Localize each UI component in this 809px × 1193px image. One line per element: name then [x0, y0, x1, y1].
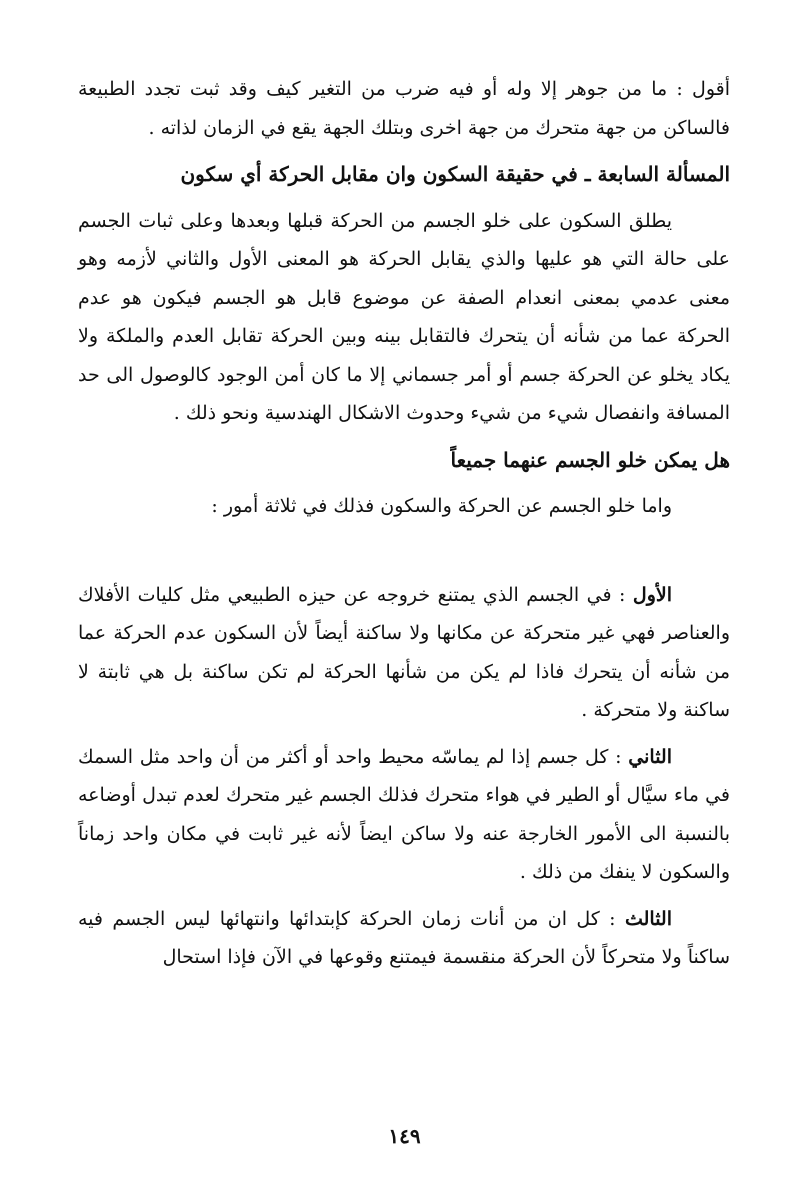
first-matter-label: الأول: [632, 583, 672, 606]
section-heading-body-free-of-both: هل يمكن خلو الجسم عنهما جميعاً: [450, 447, 730, 472]
paragraph-three-matters: واما خلو الجسم عن الحركة والسكون فذلك في ثلاثة أمور :: [211, 495, 672, 517]
page-body: [78, 70, 730, 985]
third-matter-text: : كل ان من أنات زمان الحركة كإبتدائها وانتهائها ليس الجسم فيه ساكناً ولا متحركاً لأن الحركة منقسمة فيمتنع وقوعها في الآن فإذا استحال: [78, 907, 730, 968]
second-matter-label: الثاني: [628, 745, 672, 768]
paragraph-first-matter: [78, 576, 730, 730]
paragraph-intro: أقول : ما من جوهر إلا وله أو فيه ضرب من التغير كيف وقد ثبت تجدد الطبيعة فالساكن من جهة متحرك من جهة اخرى وبتلك الجهة يقع في الزمان لذاته .: [78, 78, 730, 139]
paragraph-definition-of-rest: يطلق السكون على خلو الجسم من الحركة قبلها وبعدها وعلى ثبات الجسم على حالة التي هو عليها والذي يقابل الحركة هو المعنى الأول والثاني لأزمه وهو معنى عدمي بمعنى انعدام الصفة عن موضوع قابل هو الجسم فيكون هو عدم الحركة عما من شأنه أن يتحرك فالتقابل بينه وبين الحركة تقابل العدم والملكة ولا يكاد يخلو عن الحركة جسم أو أمر جسماني إلا ما كان أمن الوجود كالوصول الى حد المسافة وانفصال شيء من شيء وحدوث الاشكال الهندسية ونحو ذلك .: [78, 209, 730, 424]
second-matter-text: : كل جسم إذا لم يماسّه محيط واحد أو أكثر من أن واحد مثل السمك في ماء سيَّال أو الطير في هواء متحرك فذلك الجسم غير متحرك لعدم تبدل أوضاعه بالنسبة الى الأمور الخارجة عنه ولا ساكن ايضاً لأنه غير ثابت في مكان واحد زماناً والسكون لا ينفك من ذلك .: [78, 745, 730, 883]
blank-space: [78, 534, 730, 576]
paragraph-second-matter: [78, 738, 730, 892]
third-matter-label: الثالث: [624, 907, 672, 930]
first-matter-text: : في الجسم الذي يمتنع خروجه عن حيزه الطبيعي مثل كليات الأفلاك والعناصر فهي غير متحركة عن مكانها ولا ساكنة أيضاً لأن السكون عدم الحركة عما من شأنه أن يتحرك فاذا لم يكن من شأنها الحركة لم تكن ساكنة بل هي ثابتة لا ساكنة ولا متحركة .: [78, 583, 730, 721]
section-heading-seventh-issue: المسألة السابعة ـ في حقيقة السكون وان مقابل الحركة أي سكون: [180, 162, 730, 186]
paragraph-third-matter: [78, 900, 730, 977]
page-number: ١٤٩: [388, 1124, 421, 1148]
